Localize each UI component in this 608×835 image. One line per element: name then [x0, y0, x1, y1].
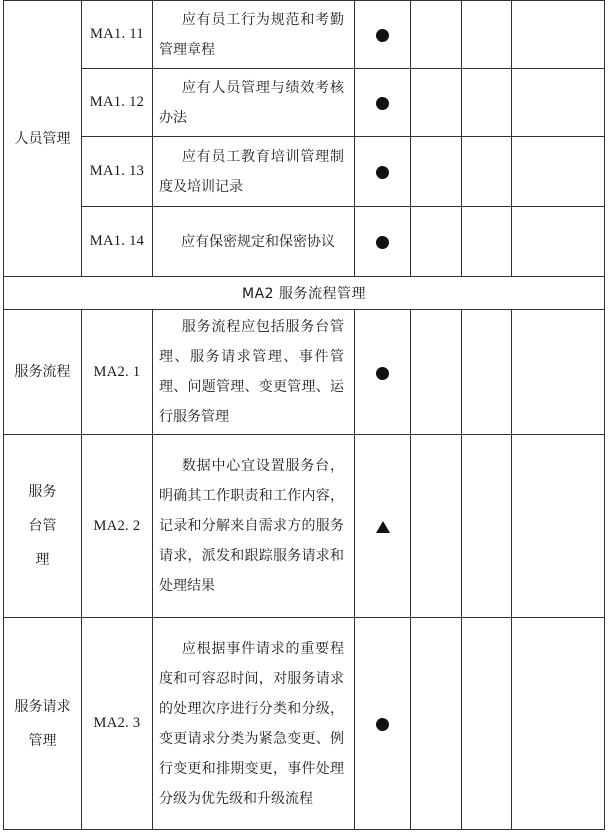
requirement-cell: 应根据事件请求的重要程度和可容忍时间，对服务请求的处理次序进行分类和分级，变更请求分类为紧急变更、例行变更和排期变更，事件处理分级为优先级和升级流程: [153, 618, 355, 830]
required-dot-icon: [376, 236, 389, 249]
mark-cell: [355, 435, 411, 618]
category-cell: 服务请求管理: [4, 618, 82, 830]
empty-cell: [411, 137, 462, 207]
requirement-cell: 应有员工行为规范和考勤管理章程: [153, 1, 355, 69]
empty-cell: [411, 69, 462, 137]
table-row: [4, 310, 605, 435]
code-cell: MA1. 12: [82, 69, 153, 137]
empty-cell: [462, 69, 512, 137]
code-cell: MA2. 1: [82, 310, 153, 435]
empty-cell: [462, 310, 512, 435]
required-dot-icon: [376, 367, 389, 380]
empty-cell: [462, 435, 512, 618]
empty-cell: [411, 618, 462, 830]
empty-cell: [512, 435, 605, 618]
required-dot-icon: [376, 718, 389, 731]
table-row: [4, 207, 605, 277]
mark-cell: [355, 1, 411, 69]
required-dot-icon: [376, 97, 389, 110]
requirements-table: [3, 0, 605, 830]
code-cell: MA2. 3: [82, 618, 153, 830]
empty-cell: [411, 1, 462, 69]
table-row: [4, 618, 605, 830]
empty-cell: [512, 618, 605, 830]
mark-cell: [355, 137, 411, 207]
mark-cell: [355, 310, 411, 435]
section-header: MA2 服务流程管理: [4, 277, 605, 310]
mark-cell: [355, 618, 411, 830]
empty-cell: [512, 310, 605, 435]
table-row: [4, 137, 605, 207]
requirement-cell: 应有保密规定和保密协议: [153, 207, 355, 277]
requirement-cell: 数据中心宜设置服务台，明确其工作职责和工作内容，记录和分解来自需求方的服务请求，派发和跟踪服务请求和处理结果: [153, 435, 355, 618]
category-cell: 人员管理: [4, 1, 82, 277]
category-cell: 服务流程: [4, 310, 82, 435]
empty-cell: [411, 435, 462, 618]
table-row: [4, 69, 605, 137]
section-row: [4, 277, 605, 310]
mark-cell: [355, 207, 411, 277]
recommended-triangle-icon: [376, 521, 390, 533]
code-cell: MA2. 2: [82, 435, 153, 618]
empty-cell: [512, 137, 605, 207]
empty-cell: [462, 618, 512, 830]
requirement-cell: 应有员工教育培训管理制度及培训记录: [153, 137, 355, 207]
empty-cell: [462, 137, 512, 207]
requirement-cell: 应有人员管理与绩效考核办法: [153, 69, 355, 137]
empty-cell: [512, 207, 605, 277]
code-cell: MA1. 14: [82, 207, 153, 277]
empty-cell: [512, 1, 605, 69]
empty-cell: [512, 69, 605, 137]
category-cell: 服务台管理: [4, 435, 82, 618]
required-dot-icon: [376, 166, 389, 179]
empty-cell: [411, 207, 462, 277]
table-row: [4, 1, 605, 69]
mark-cell: [355, 69, 411, 137]
requirement-cell: 服务流程应包括服务台管理、服务请求管理、事件管理、问题管理、变更管理、运行服务管理: [153, 310, 355, 435]
table-row: [4, 435, 605, 618]
code-cell: MA1. 13: [82, 137, 153, 207]
empty-cell: [462, 1, 512, 69]
code-cell: MA1. 11: [82, 1, 153, 69]
required-dot-icon: [376, 29, 389, 42]
empty-cell: [411, 310, 462, 435]
empty-cell: [462, 207, 512, 277]
